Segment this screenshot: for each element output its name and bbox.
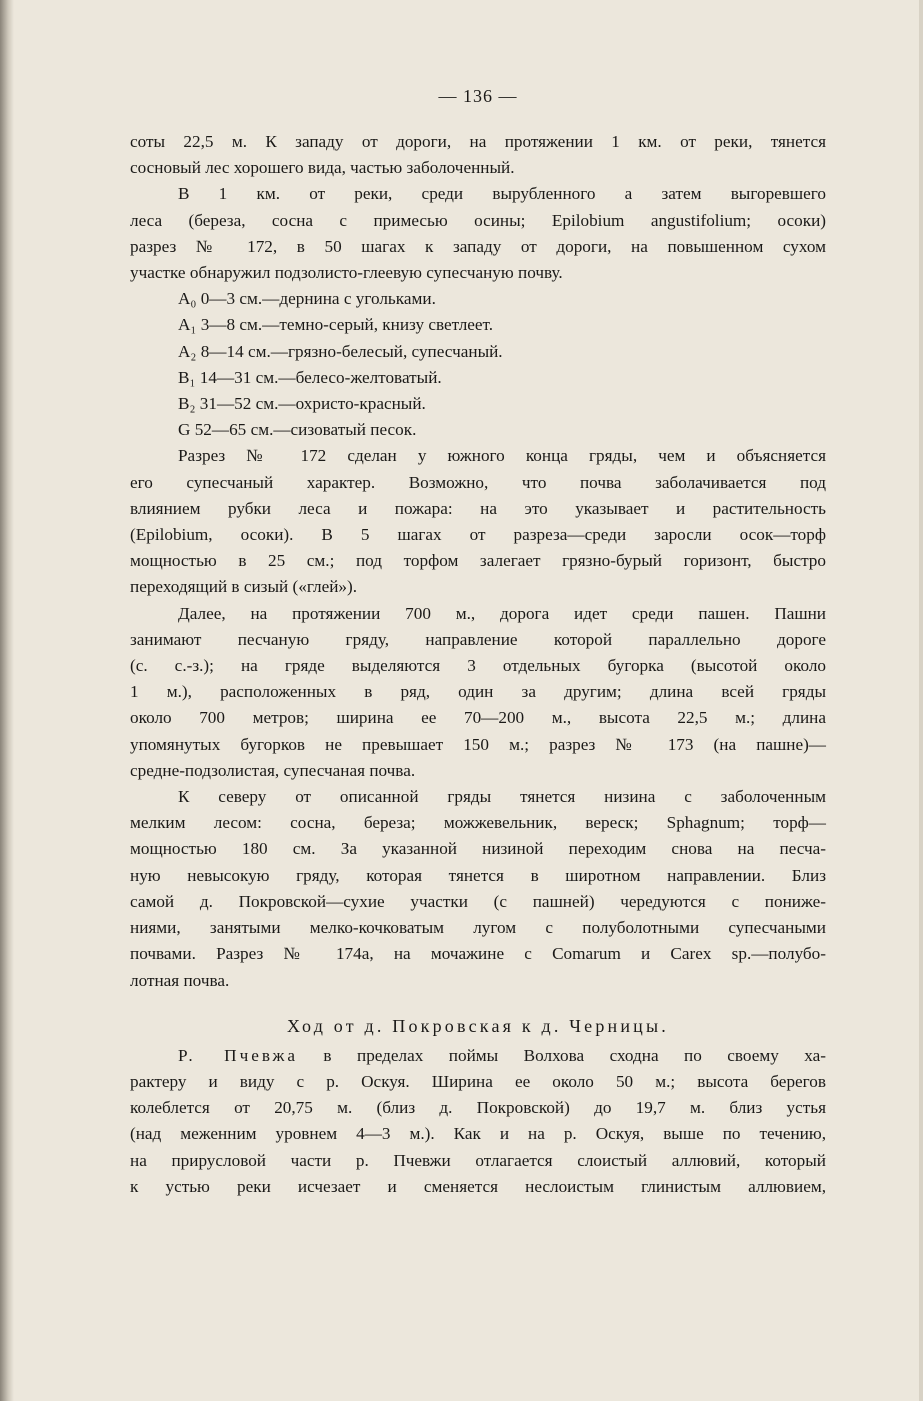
text-line: упомянутых бугорков не превышает 150 м.; разрез № 173 (на пашне)— [130, 734, 826, 754]
body-text-continued [130, 1043, 826, 1200]
text-line [130, 1043, 826, 1069]
horizon-b1: B₁ 14—31 см.—белесо-желтоватый. [178, 367, 442, 387]
text-line: (с. с.-з.); на гряде выделяются 3 отдельных бугорка (высотой около [130, 656, 826, 676]
text-line: занимают песчаную гряду, направление которой параллельно дороге [130, 629, 826, 649]
horizon-a1: A₁ 3—8 см.—темно-серый, книзу светлеет. [178, 315, 494, 335]
text-line: К северу от описанной гряды тянется низина с заболоченным [178, 787, 826, 807]
text-line: переходящий в сизый («глей»). [130, 577, 358, 597]
text-line: самой д. Покровской—сухие участки (с пашней) чередуются с пониже- [130, 891, 826, 911]
page-binding-shadow [0, 0, 14, 1401]
text-line: рактеру и виду с р. Оскуя. Ширина ее около 50 м.; высота берегов [130, 1071, 826, 1091]
horizon-g: G 52—65 см.—сизоватый песок. [178, 420, 417, 440]
section-heading: Ход от д. Покровская к д. Черницы. [286, 1015, 670, 1036]
text-line: разрез № 172, в 50 шагах к западу от дороги, на повышенном сухом [130, 236, 826, 256]
text-line: соты 22,5 м. К западу от дороги, на протяжении 1 км. от реки, тянется [130, 132, 826, 151]
text-line: почвами. Разрез № 174а, на мочажине с Comarum и Carex sp.—полубо- [130, 944, 826, 964]
text-line: его супесчаный характер. Возможно, что почва заболачивается под [130, 472, 826, 492]
text-line: влиянием рубки леса и пожара: на это указывает и растительность [130, 498, 826, 518]
river-name: Р. Пчевжа [178, 1045, 298, 1065]
text-line: мощностью в 25 см.; под торфом залегает грязно-бурый горизонт, быстро [130, 551, 826, 571]
text-line: около 700 метров; ширина ее 70—200 м., высота 22,5 м.; длина [130, 708, 826, 728]
text-line: Далее, на протяжении 700 м., дорога идет среди пашен. Пашни [178, 603, 826, 623]
text-line: 1 м.), расположенных в ряд, один за другим; длина всей гряды [130, 682, 826, 702]
horizon-b2: B₂ 31—52 см.—охристо-красный. [178, 394, 426, 414]
text-line: Разрез № 172 сделан у южного конца гряды, чем и объясняется [178, 446, 826, 466]
text-line: В 1 км. от реки, среди вырубленного а затем выгоревшего [178, 184, 826, 204]
text-line: сосновый лес хорошего вида, частью заболоченный. [130, 158, 515, 178]
body-text [130, 129, 826, 994]
text-line: к устью реки исчезает и сменяется неслоистым глинистым аллювием, [130, 1176, 826, 1196]
page-number: — 136 — [438, 86, 518, 106]
page-edge [919, 0, 923, 1401]
text-line: ниями, занятыми мелко-кочковатым лугом с полуболотными супесчаными [130, 918, 826, 938]
text-line: ную невысокую гряду, которая тянется в широтном направлении. Близ [130, 865, 826, 885]
text-line: мелким лесом: сосна, береза; можжевельник, вереск; Sphagnum; торф— [130, 813, 826, 833]
text-line: средне-подзолистая, супесчаная почва. [130, 760, 416, 780]
horizon-a2: A₂ 8—14 см.—грязно-белесый, супесчаный. [178, 341, 503, 361]
text-line: лотная почва. [130, 970, 230, 990]
text-line: леса (береза, сосна с примесью осины; Epilobium angustifolium; осоки) [130, 210, 826, 230]
text-line: участке обнаружил подзолисто-глеевую супесчаную почву. [130, 263, 563, 283]
text-line: на прирусловой части р. Пчевжи отлагается слоистый аллювий, который [130, 1150, 826, 1170]
text-line: мощностью 180 см. За указанной низиной переходим снова на песча- [130, 839, 826, 859]
text-line: (Epilobium, осоки). В 5 шагах от разреза—среди заросли осок—торф [130, 525, 826, 545]
text-line: (над меженним уровнем 4—3 м.). Как и на р. Оскуя, выше по течению, [130, 1124, 826, 1144]
text-fragment: в пределах поймы Волхова сходна по своему ха- [297, 1045, 826, 1065]
horizon-a0: A₀ 0—3 см.—дернина с угольками. [178, 289, 436, 309]
text-line: колеблется от 20,75 м. (близ д. Покровской) до 19,7 м. близ устья [130, 1098, 826, 1118]
